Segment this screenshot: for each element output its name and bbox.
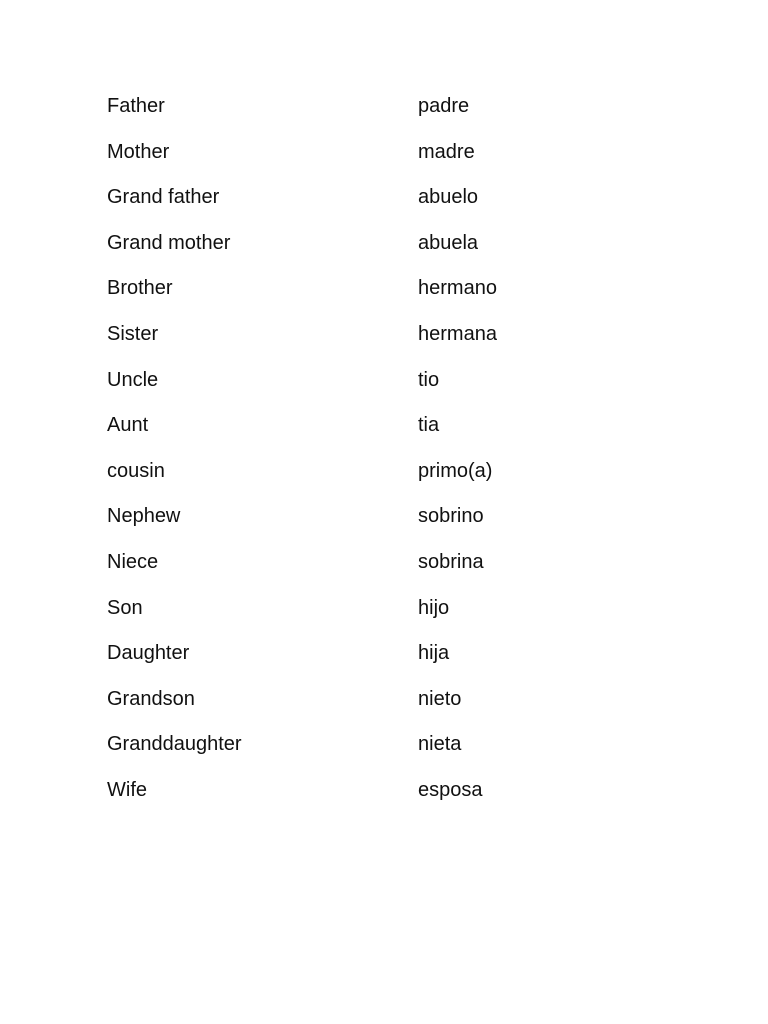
spanish-word: hijo xyxy=(418,596,450,619)
vocabulary-row xyxy=(107,139,667,185)
vocabulary-row xyxy=(107,686,667,732)
spanish-word: hija xyxy=(418,642,450,665)
spanish-word: hermana xyxy=(418,322,497,345)
english-word: Aunt xyxy=(107,414,149,437)
english-word: Niece xyxy=(107,550,159,573)
spanish-word: abuela xyxy=(418,231,479,254)
spanish-word: padre xyxy=(418,95,470,117)
english-word: Brother xyxy=(107,277,173,300)
english-word: Granddaughter xyxy=(107,733,242,756)
spanish-word: sobrino xyxy=(418,505,484,528)
spanish-word: tia xyxy=(418,414,440,437)
english-word: Mother xyxy=(107,140,170,163)
spanish-word: nieta xyxy=(418,733,462,756)
english-word: Daughter xyxy=(107,642,190,665)
english-word: Nephew xyxy=(107,505,181,528)
spanish-word: madre xyxy=(418,140,475,163)
spanish-word: esposa xyxy=(418,778,483,801)
spanish-word: nieto xyxy=(418,687,462,710)
spanish-word: hermano xyxy=(418,277,497,300)
spanish-word: primo(a) xyxy=(418,459,493,482)
english-word: cousin xyxy=(107,459,165,482)
vocabulary-row xyxy=(107,412,667,458)
spanish-word: abuelo xyxy=(418,186,479,209)
vocabulary-row xyxy=(107,321,667,367)
vocabulary-row xyxy=(107,230,667,276)
vocabulary-row xyxy=(107,93,667,139)
english-word: Wife xyxy=(107,778,147,801)
english-word: Father xyxy=(107,95,165,117)
english-word: Son xyxy=(107,596,143,619)
vocabulary-row xyxy=(107,184,667,230)
vocabulary-row xyxy=(107,731,667,777)
spanish-word: sobrina xyxy=(418,550,484,573)
vocabulary-row xyxy=(107,549,667,595)
vocabulary-row xyxy=(107,595,667,641)
vocabulary-row xyxy=(107,367,667,413)
english-word: Grand mother xyxy=(107,231,231,254)
vocabulary-row xyxy=(107,503,667,549)
vocabulary-list xyxy=(107,93,667,823)
vocabulary-row xyxy=(107,777,667,823)
english-word: Grandson xyxy=(107,687,195,710)
vocabulary-row xyxy=(107,640,667,686)
english-word: Uncle xyxy=(107,368,159,391)
english-word: Sister xyxy=(107,322,159,345)
vocabulary-row xyxy=(107,458,667,504)
spanish-word: tio xyxy=(418,368,440,391)
english-word: Grand father xyxy=(107,186,220,209)
vocabulary-row xyxy=(107,275,667,321)
